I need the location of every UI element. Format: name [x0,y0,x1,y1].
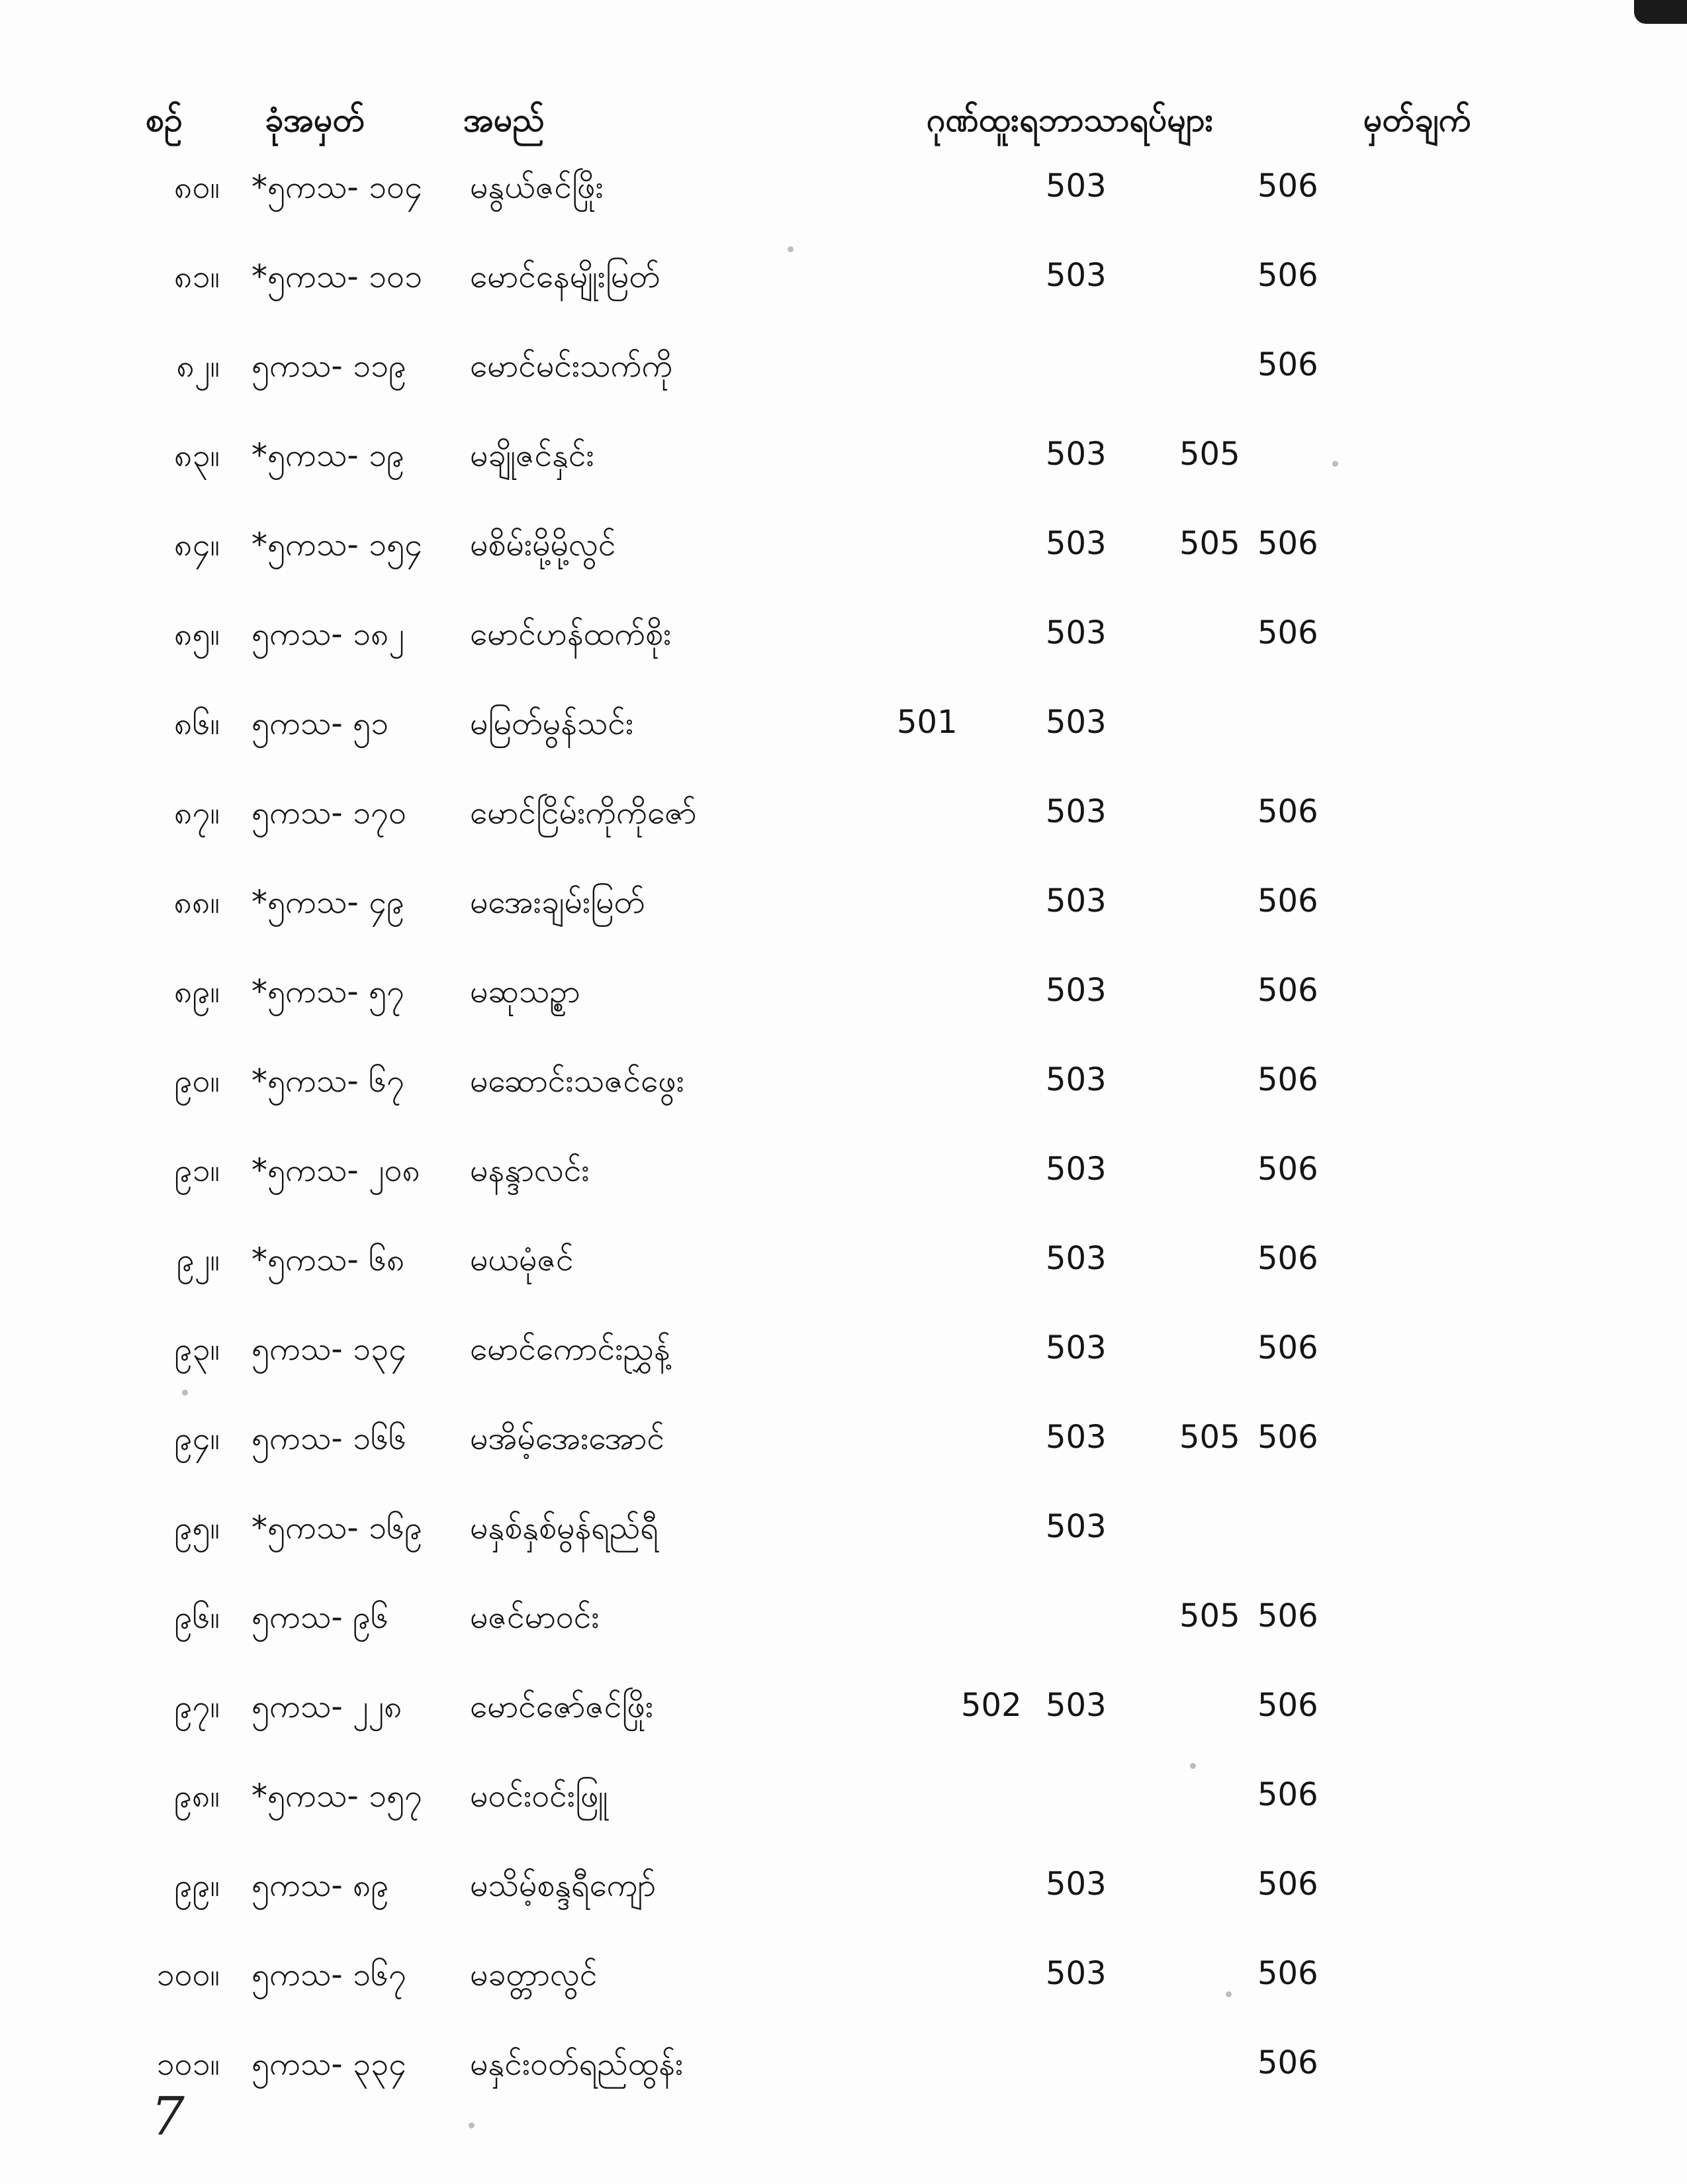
roll-no-cell: ၅ကသ- ၈၉ [251,1867,389,1904]
serial-no-cell: ၉၈။ [174,1778,220,1815]
serial-no-cell: ၈၅။ [174,616,220,653]
student-name-cell: မသိမ့်စန္ဒရီကျော် [470,1867,656,1904]
roll-no-cell: *၅ကသ- ၁၉ [251,437,404,474]
subject-501-cell: 501 [897,704,958,741]
student-name-cell: မယမုံဇင် [470,1241,574,1278]
subject-502-cell: 502 [961,1687,1022,1724]
subject-503-cell: 503 [1046,1061,1107,1098]
header-distinction-subjects: ဂုဏ်ထူးရဘာသာရပ်များ [927,101,1214,139]
scan-speck [1190,1763,1196,1769]
table-row [0,1227,1687,1316]
table-row [0,869,1687,959]
student-name-cell: မဇင်မာဝင်း [470,1599,600,1636]
serial-no-cell: ၈၉။ [174,973,220,1010]
table-row [0,1852,1687,1942]
student-name-cell: မနှင်းဝတ်ရည်ထွန်း [470,2046,684,2083]
student-name-cell: မဆုသဥ္စာ [470,973,580,1010]
serial-no-cell: ၉၂။ [176,1241,220,1278]
subject-506-cell: 506 [1257,1240,1318,1277]
subject-506-cell: 506 [1257,1776,1318,1813]
roll-no-cell: ၅ကသ- ၃၃၄ [251,2046,406,2083]
subject-506-cell: 506 [1257,1061,1318,1098]
serial-no-cell: ၉၅။ [174,1509,220,1546]
student-table-body [0,154,1687,2120]
student-name-cell: မစိမ်းမို့မို့လွင် [470,526,616,563]
roll-no-cell: ၅ကသ- ၁၇၀ [251,794,406,831]
subject-505-cell: 505 [1179,436,1240,473]
subject-505-cell: 505 [1179,1419,1240,1456]
serial-no-cell: ၁၀၁။ [156,2046,220,2083]
roll-no-cell: *၅ကသ- ၁၆၉ [251,1509,422,1546]
table-row [0,422,1687,512]
table-row [0,333,1687,422]
student-name-cell: မအိမ့်အေးအောင် [470,1420,664,1457]
subject-506-cell: 506 [1257,525,1318,562]
table-row [0,1942,1687,2031]
subject-506-cell: 506 [1257,167,1318,205]
serial-no-cell: ၉၆။ [174,1599,220,1636]
roll-no-cell: *၅ကသ- ၁၀၁ [251,258,422,295]
roll-no-cell: ၅ကသ- ၁၁၉ [251,348,406,385]
roll-no-cell: *၅ကသ- ၁၅၇ [251,1778,422,1815]
student-name-cell: မဝင်းဝင်းဖြူ [470,1778,608,1815]
roll-no-cell: ၅ကသ- ၁၈၂ [251,616,404,653]
header-serial-no: စဥ် [146,101,183,139]
serial-no-cell: ၉၁။ [174,1152,220,1189]
serial-no-cell: ၈၀။ [174,169,220,206]
roll-no-cell: ၅ကသ- ၅၁ [251,705,388,742]
subject-503-cell: 503 [1046,1240,1107,1277]
student-name-cell: မအေးချမ်းမြတ် [470,884,645,921]
roll-no-cell: *၅ကသ- ၁၀၄ [251,169,422,206]
serial-no-cell: ၈၁။ [174,258,220,295]
roll-no-cell: *၅ကသ- ၅၇ [251,973,404,1010]
subject-503-cell: 503 [1046,972,1107,1009]
subject-503-cell: 503 [1046,257,1107,294]
table-row [0,690,1687,780]
roll-no-cell: ၅ကသ- ၁၆၆ [251,1420,406,1457]
subject-506-cell: 506 [1257,1955,1318,1992]
student-name-cell: မောင်နေမျိုးမြတ် [470,258,661,295]
student-name-cell: မောင်ဇော်ဇင်ဖြိုး [470,1688,654,1725]
subject-503-cell: 503 [1046,1955,1107,1992]
subject-506-cell: 506 [1257,1687,1318,1724]
student-name-cell: မောင်ကောင်းညွှန့် [470,1331,670,1368]
scan-speck [788,246,794,252]
roll-no-cell: *၅ကသ- ၂၀၈ [251,1152,420,1189]
header-roll-no: ခုံအမှတ် [265,101,365,139]
student-name-cell: မခတ္တာလွင် [470,1956,598,1993]
scan-speck [1332,461,1338,467]
roll-no-cell: *၅ကသ- ၆၇ [251,1063,404,1100]
table-row [0,601,1687,690]
serial-no-cell: ၈၃။ [174,437,220,474]
subject-506-cell: 506 [1257,346,1318,383]
roll-no-cell: *၅ကသ- ၁၅၄ [251,526,422,563]
subject-503-cell: 503 [1046,525,1107,562]
serial-no-cell: ၈၆။ [174,705,220,742]
serial-no-cell: ၉၄။ [174,1420,220,1457]
subject-503-cell: 503 [1046,1687,1107,1724]
table-row [0,1405,1687,1495]
table-row [0,154,1687,244]
serial-no-cell: ၈၄။ [174,526,220,563]
table-row [0,1674,1687,1763]
roll-no-cell: ၅ကသ- ၁၆၇ [251,1956,406,1993]
serial-no-cell: ၉၃။ [174,1331,220,1368]
subject-506-cell: 506 [1257,1151,1318,1188]
subject-506-cell: 506 [1257,1419,1318,1456]
serial-no-cell: ၈၂။ [176,348,220,385]
student-name-cell: မမြတ်မွန်သင်း [470,705,634,742]
roll-no-cell: *၅ကသ- ၆၈ [251,1241,405,1278]
subject-506-cell: 506 [1257,882,1318,920]
subject-503-cell: 503 [1046,1419,1107,1456]
subject-503-cell: 503 [1046,793,1107,830]
subject-503-cell: 503 [1046,614,1107,651]
student-name-cell: မနန္ဒာလင်း [470,1152,590,1189]
subject-506-cell: 506 [1257,257,1318,294]
scan-corner-mark [1634,0,1687,24]
table-row [0,1137,1687,1227]
table-row [0,1584,1687,1674]
student-name-cell: မချိုဇင်နှင်း [470,437,594,474]
roll-no-cell: ၅ကသ- ၉၆ [251,1599,388,1636]
subject-503-cell: 503 [1046,1151,1107,1188]
scan-speck [182,1390,188,1396]
subject-503-cell: 503 [1046,1866,1107,1903]
student-name-cell: မနှစ်နှစ်မွန်ရည်ရီ [470,1509,659,1546]
table-row [0,1763,1687,1852]
subject-506-cell: 506 [1257,1329,1318,1366]
subject-506-cell: 506 [1257,1866,1318,1903]
header-name: အမည် [463,101,545,139]
serial-no-cell: ၈၈။ [173,884,220,921]
subject-503-cell: 503 [1046,1329,1107,1366]
table-row [0,244,1687,333]
student-name-cell: မောင်ဟန်ထက်စိုး [470,616,672,653]
table-row [0,1495,1687,1584]
student-name-cell: မောင်မင်းသက်ကို [470,348,673,385]
subject-506-cell: 506 [1257,793,1318,830]
subject-506-cell: 506 [1257,614,1318,651]
table-row [0,1316,1687,1405]
subject-506-cell: 506 [1257,1597,1318,1635]
table-row [0,1048,1687,1137]
subject-503-cell: 503 [1046,1508,1107,1545]
table-row [0,780,1687,869]
header-remarks: မှတ်ချက် [1363,101,1471,139]
scan-speck [469,2122,475,2128]
page-number: 7 [151,2085,185,2147]
serial-no-cell: ၈၇။ [174,794,220,831]
table-row [0,2031,1687,2120]
serial-no-cell: ၁၀၀။ [156,1956,220,1993]
scan-speck [1226,1991,1232,1997]
roll-no-cell: *၅ကသ- ၄၉ [251,884,404,921]
subject-506-cell: 506 [1257,2044,1318,2081]
roll-no-cell: ၅ကသ- ၁၃၄ [251,1331,406,1368]
serial-no-cell: ၉၀။ [174,1063,220,1100]
subject-503-cell: 503 [1046,167,1107,205]
serial-no-cell: ၉၇။ [174,1688,220,1725]
subject-503-cell: 503 [1046,436,1107,473]
student-name-cell: မနွယ်ဇင်ဖြိုး [470,169,604,206]
serial-no-cell: ၉၉။ [174,1867,220,1904]
subject-505-cell: 505 [1179,1597,1240,1635]
subject-505-cell: 505 [1179,525,1240,562]
table-row [0,959,1687,1048]
student-name-cell: မောင်ငြိမ်းကိုကိုဇော် [470,794,697,831]
student-name-cell: မဆောင်းသဇင်ဖွေး [470,1063,684,1100]
subject-503-cell: 503 [1046,882,1107,920]
roll-no-cell: ၅ကသ- ၂၂၈ [251,1688,402,1725]
subject-503-cell: 503 [1046,704,1107,741]
subject-506-cell: 506 [1257,972,1318,1009]
table-row [0,512,1687,601]
